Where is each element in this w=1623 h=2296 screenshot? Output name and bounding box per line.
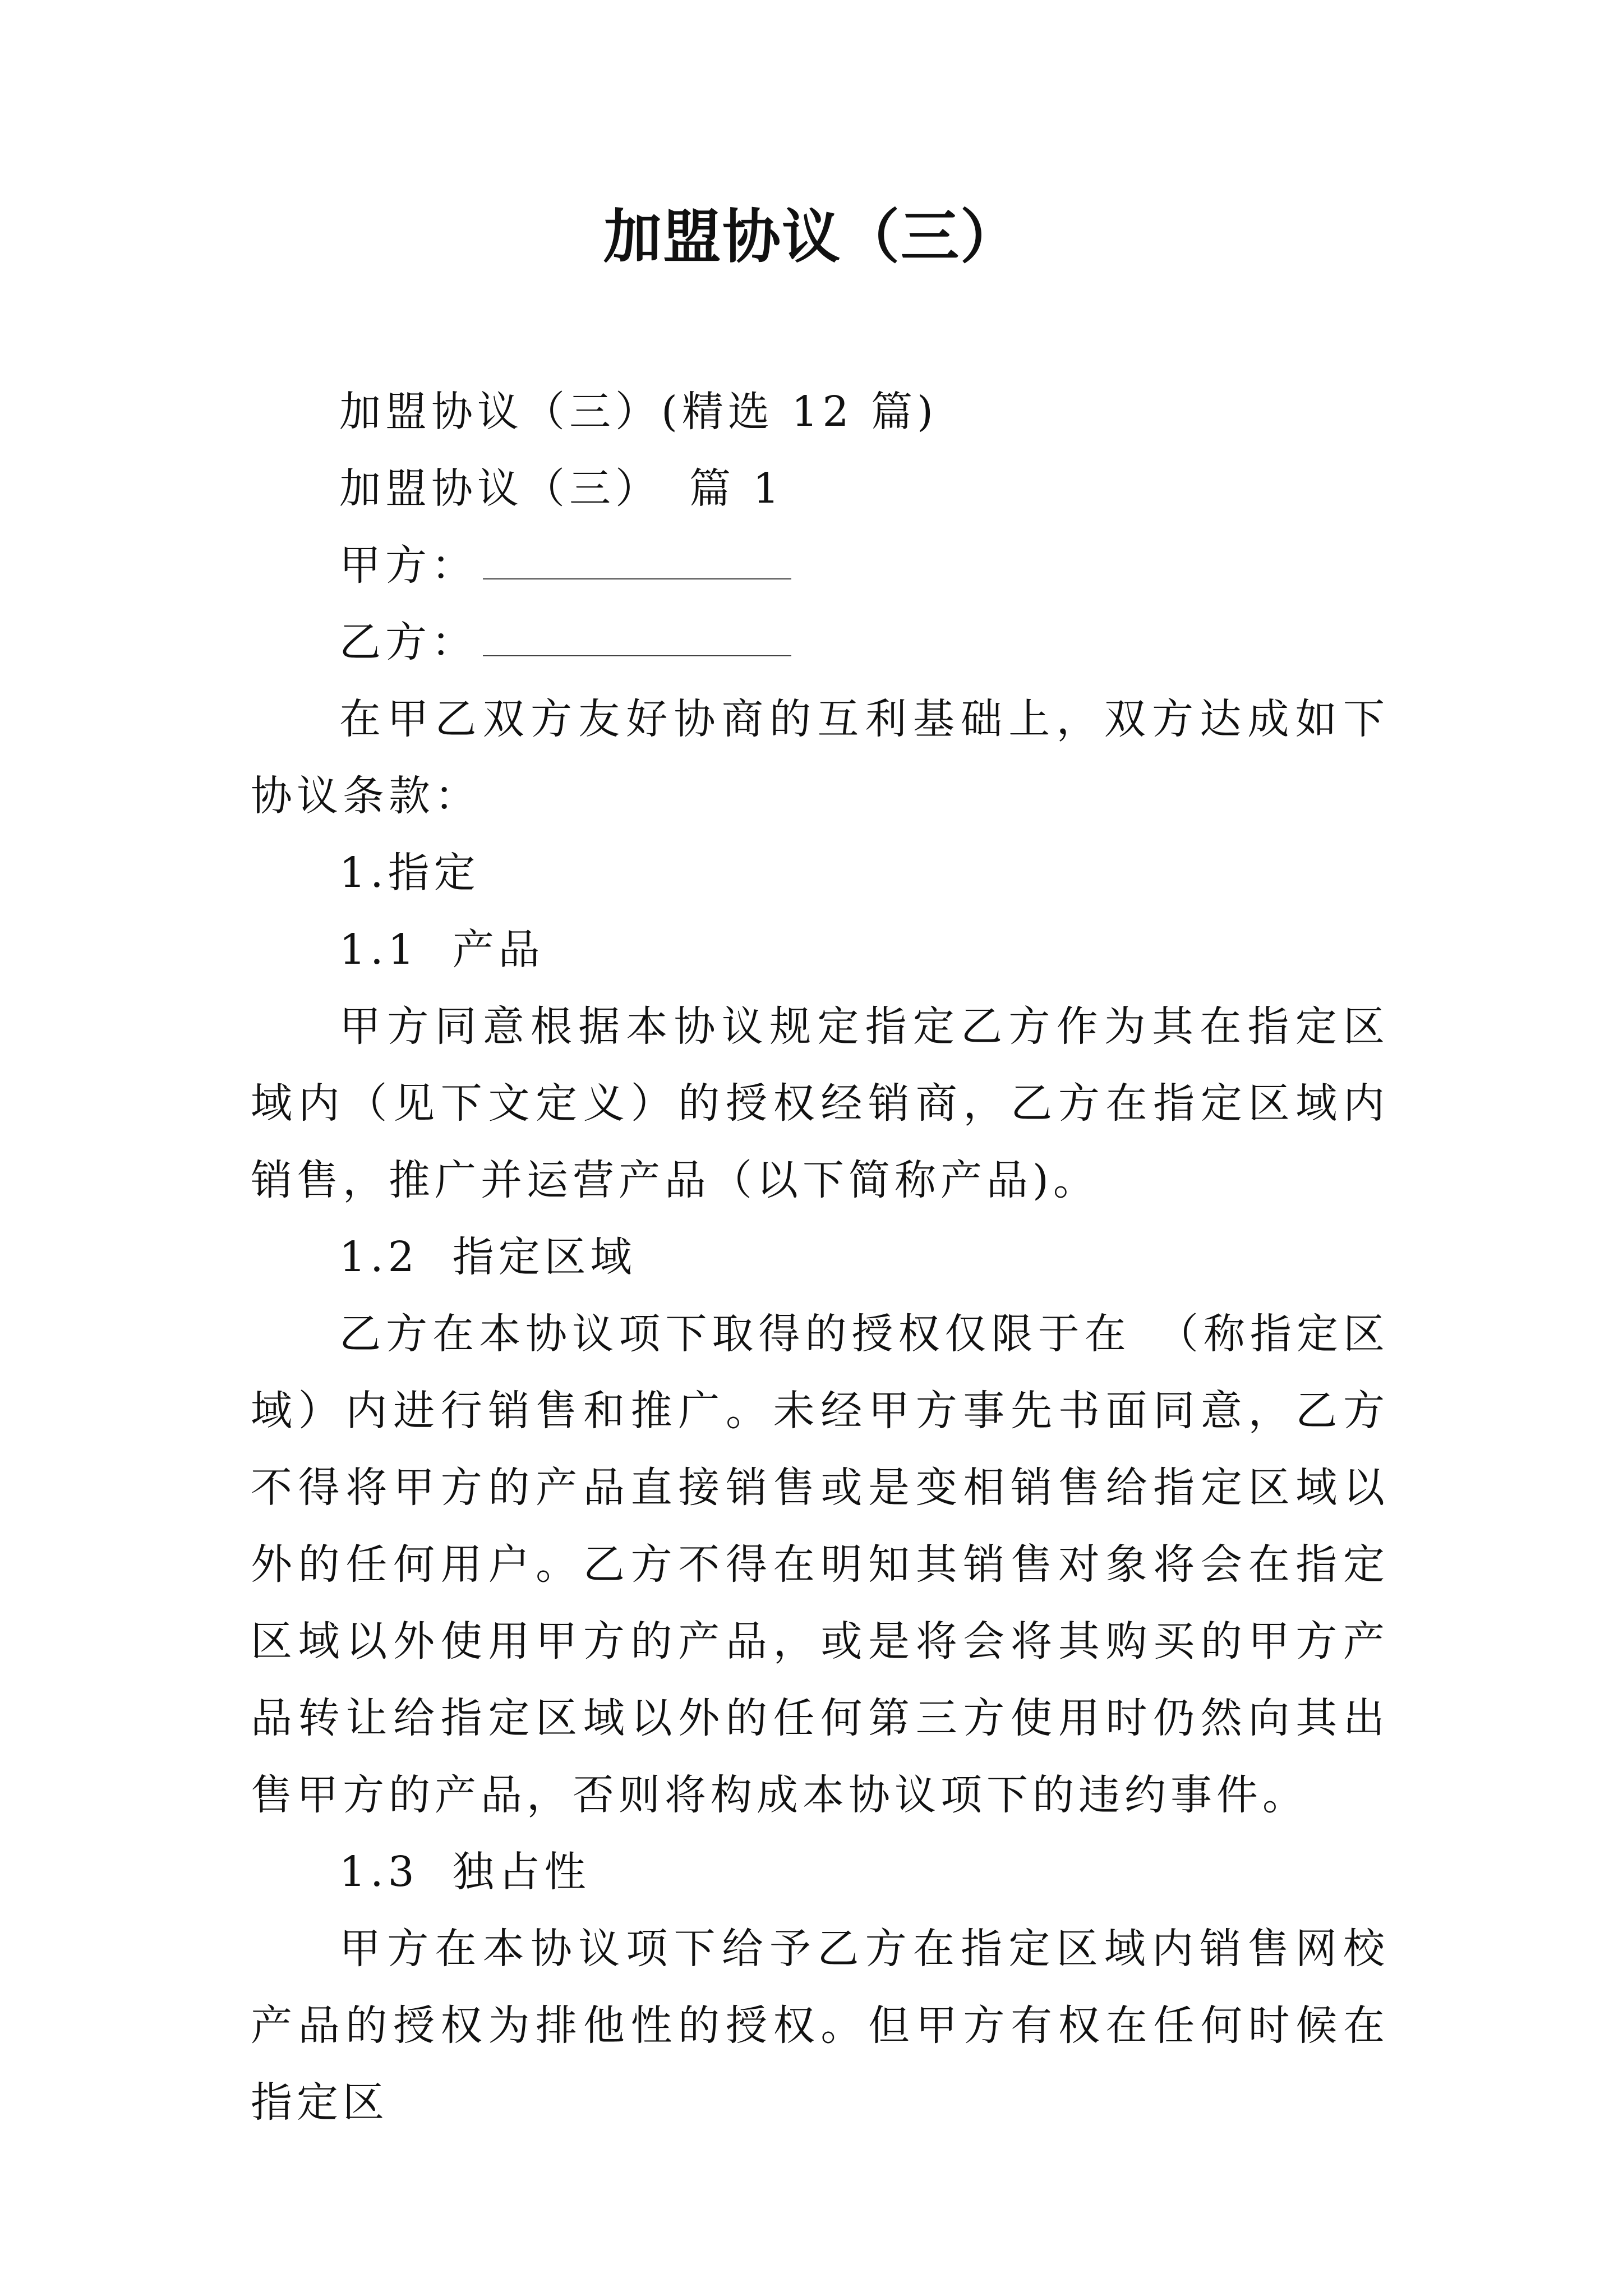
party-b-blank-field (483, 622, 791, 656)
section-1-3-heading (251, 1834, 1389, 1911)
party-b-label: 乙方： (339, 618, 477, 666)
section-1-1-number: 1.1 (339, 926, 419, 974)
section-1-heading: 1.指定 (339, 849, 480, 897)
section-1-2-heading (251, 1219, 1389, 1296)
intro-paragraph: 在甲乙双方友好协商的互利基础上，双方达成如下协议条款： (251, 695, 1389, 820)
document-title: 加盟协议（三） (603, 203, 1020, 271)
section-1-3-number: 1.3 (339, 1848, 419, 1896)
party-a-line (251, 527, 1389, 604)
party-a-blank-field (483, 545, 791, 579)
section-1-1-title: 产品 (452, 926, 545, 974)
section-1-2-number: 1.2 (339, 1233, 419, 1281)
document-subtitle (251, 374, 1389, 450)
article-heading-main: 加盟协议（三） (339, 464, 661, 513)
party-b-line (251, 604, 1389, 681)
article-heading (251, 450, 1389, 527)
document-body (251, 374, 1389, 2141)
party-a-label: 甲方： (339, 541, 477, 590)
section-1-2-paragraph: 乙方在本协议项下取得的授权仅限于在 （称指定区域）内进行销售和推广。未经甲方事先书面同意，乙方不得将甲方的产品直接销售或是变相销售给指定区域以外的任何用户。乙方不得在明知其销售对象将会在指定区域以外使用甲方的产品，或是将会将其购买的甲方产品转让给指定区域以外的任何第三方使用时仍然向其出售甲方的产品，否则将构成本协议项下的违约事件。 (251, 1310, 1389, 1819)
section-1-3-title: 独占性 (452, 1848, 591, 1896)
subtitle-text: 加盟协议（三）(精选 12 篇) (339, 388, 938, 436)
article-heading-part: 篇 1 (689, 464, 784, 513)
section-1-3-paragraph: 甲方在本协议项下给予乙方在指定区域内销售网校产品的授权为排他性的授权。但甲方有权在任何时候在指定区 (251, 1925, 1389, 2127)
section-1-1-paragraph: 甲方同意根据本协议规定指定乙方作为其在指定区域内（见下文定义）的授权经销商，乙方在指定区域内销售，推广并运营产品（以下简称产品)。 (251, 1002, 1389, 1204)
section-1-2-title: 指定区域 (452, 1233, 637, 1281)
section-1-1-heading (251, 912, 1389, 988)
